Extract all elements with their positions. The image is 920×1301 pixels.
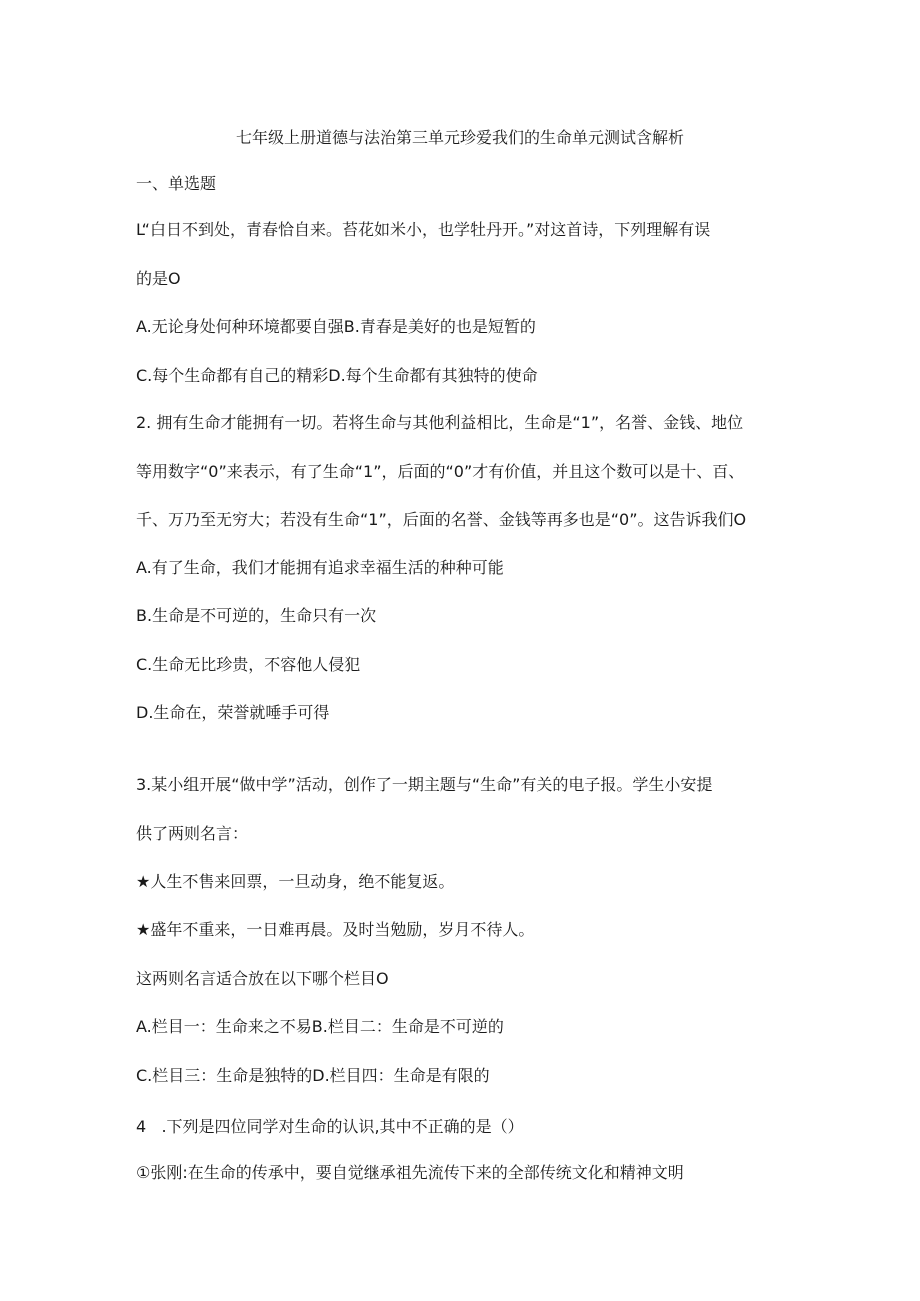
section-heading: 一、单选题 [136, 174, 217, 193]
q3-stem-line-2: 供了两则名言： [136, 824, 249, 843]
q3-stem-line-1: 3.某小组开展“做中学”活动，创作了一期主题与“生命”有关的电子报。学生小安提 [136, 775, 713, 794]
q2-option-d: D.生命在，荣誉就唾手可得 [136, 703, 330, 722]
q4-item-1: ①张刚:在生命的传承中，要自觉继承祖先流传下来的全部传统文化和精神文明 [136, 1163, 684, 1182]
q1-stem-line-1: L“白日不到处，青春恰自来。苔花如米小，也学牡丹开。”对这首诗，下列理解有误 [136, 220, 711, 239]
q2-stem-line-2: 等用数字“0”来表示，有了生命“1”，后面的“0”才有价值，并且这个数可以是十、百、 [136, 462, 745, 481]
q1-options-cd: C.每个生命都有自己的精彩D.每个生命都有其独特的使命 [136, 366, 538, 385]
q2-stem-line-1: 2. 拥有生命才能拥有一切。若将生命与其他利益相比，生命是“1”，名誉、金钱、地位 [136, 413, 744, 432]
q3-options-ab: A.栏目一：生命来之不易B.栏目二：生命是不可逆的 [136, 1017, 504, 1036]
q2-stem-line-3: 千、万乃至无穷大；若没有生命“1”，后面的名誉、金钱等再多也是“0”。这告诉我们O [136, 510, 747, 529]
q3-options-cd: C.栏目三：生命是独特的D.栏目四：生命是有限的 [136, 1066, 490, 1085]
q4-stem: 4 .下列是四位同学对生命的认识,其中不正确的是（） [136, 1117, 524, 1136]
q3-quote-2: ★盛年不重来，一日难再晨。及时当勉励，岁月不待人。 [136, 920, 535, 939]
q1-options-ab: A.无论身处何种环境都要自强B.青春是美好的也是短暂的 [136, 317, 536, 336]
q2-option-a: A.有了生命，我们才能拥有追求幸福生活的种种可能 [136, 558, 504, 577]
q1-stem-line-2: 的是O [136, 269, 181, 288]
q2-option-c: C.生命无比珍贵，不容他人侵犯 [136, 655, 361, 674]
q3-quote-1: ★人生不售来回票，一旦动身，绝不能复返。 [136, 872, 455, 891]
document-title: 七年级上册道德与法治第三单元珍爱我们的生命单元测试含解析 [235, 128, 684, 147]
q3-question: 这两则名言适合放在以下哪个栏目O [136, 969, 389, 988]
q2-option-b: B.生命是不可逆的，生命只有一次 [136, 606, 377, 625]
